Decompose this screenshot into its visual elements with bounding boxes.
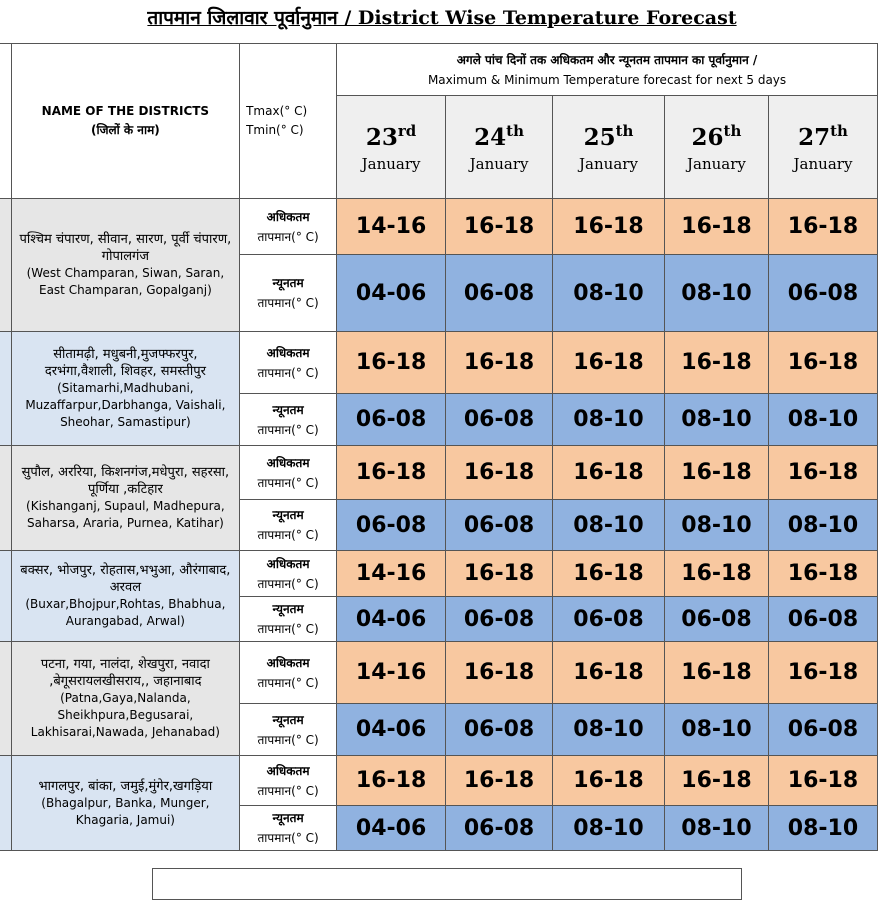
tmax-cell: 16-18 <box>768 446 877 500</box>
stub-cell <box>0 44 11 199</box>
tmin-cell: 06-08 <box>337 500 446 551</box>
min-label-line2: तापमान(° C) <box>257 422 319 437</box>
tmax-cell: 16-18 <box>664 332 768 394</box>
min-label <box>240 806 337 851</box>
min-label-line1: न्यूनतम <box>272 402 304 417</box>
tmin-cell: 06-08 <box>446 255 553 332</box>
district-cell-4 <box>11 551 239 642</box>
district-names-en: (Buxar,Bhojpur,Rohtas, Bhabhua, Aurangabad, Arwal) <box>25 597 226 628</box>
date-number: 26 <box>691 123 724 151</box>
max-label-line2: तापमान(° C) <box>257 783 319 798</box>
min-label <box>240 704 337 756</box>
tmax-cell: 14-16 <box>337 551 446 597</box>
max-label-line2: तापमान(° C) <box>257 576 319 591</box>
max-label-line2: तापमान(° C) <box>257 675 319 690</box>
tmin-cell: 06-08 <box>446 806 553 851</box>
min-label-line1: न्यूनतम <box>272 712 304 727</box>
tmin-cell: 06-08 <box>337 394 446 446</box>
date-month: January <box>469 154 529 173</box>
max-label-line1: अधिकतम <box>266 556 310 571</box>
tmax-cell: 16-18 <box>446 756 553 806</box>
date-header-1 <box>337 96 446 199</box>
max-label-line2: तापमान(° C) <box>257 229 319 244</box>
district-names-hi: पटना, गया, नालंदा, शेखपुरा, नवादा ,बेगूसरायलखीसराय,, जहानाबाद <box>40 657 210 689</box>
tmin-cell: 04-06 <box>337 597 446 642</box>
tmax-cell: 16-18 <box>664 199 768 255</box>
tmin-cell: 08-10 <box>664 704 768 756</box>
date-number: 24 <box>474 123 507 151</box>
min-label-line1: न्यूनतम <box>272 508 304 522</box>
date-day <box>337 122 445 151</box>
forecast-header-hi: अगले पांच दिनों तक अधिकतम और न्यूनतम तापमान का पूर्वानुमान / <box>456 52 758 67</box>
tmax-cell: 16-18 <box>664 642 768 704</box>
district-names-en: (Kishanganj, Supaul, Madhepura, Saharsa, Araria, Purnea, Katihar) <box>26 499 225 530</box>
page-title: तापमान जिलावार पूर्वानुमान / District Wise Temperature Forecast <box>147 7 737 29</box>
tmin-cell: 06-08 <box>768 597 877 642</box>
tmax-cell: 16-18 <box>446 446 553 500</box>
tmin-cell: 08-10 <box>768 806 877 851</box>
tmin-cell: 06-08 <box>553 597 665 642</box>
district-names-en: (Sitamarhi,Madhubani, Muzaffarpur,Darbhanga, Vaishali, Sheohar, Samastipur) <box>25 381 226 429</box>
tmin-cell: 04-06 <box>337 255 446 332</box>
tmax-cell: 16-18 <box>768 332 877 394</box>
tmax-cell: 16-18 <box>768 551 877 597</box>
district-names-en: (Bhagalpur, Banka, Munger, Khagaria, Jamui) <box>41 795 210 827</box>
min-label-line1: न्यूनतम <box>272 602 304 616</box>
min-label <box>240 394 337 446</box>
max-label <box>240 551 337 597</box>
min-label-line1: न्यूनतम <box>272 811 304 825</box>
min-label-line2: तापमान(° C) <box>257 622 319 636</box>
date-header-3 <box>553 96 665 199</box>
min-label-line2: तापमान(° C) <box>257 528 319 542</box>
tmax-cell: 16-18 <box>446 199 553 255</box>
max-label <box>240 199 337 255</box>
tmax-cell: 16-18 <box>553 756 665 806</box>
stub-cell <box>0 446 11 551</box>
date-day <box>446 122 552 151</box>
tmin-cell: 06-08 <box>664 597 768 642</box>
tmin-header: Tmin(° C) <box>246 123 304 137</box>
max-label <box>240 756 337 806</box>
tmax-cell: 16-18 <box>553 332 665 394</box>
temp-unit-header <box>240 44 337 199</box>
date-day <box>665 122 768 151</box>
tmax-cell: 16-18 <box>446 332 553 394</box>
date-day <box>769 122 877 151</box>
date-suffix: th <box>506 121 524 140</box>
date-month: January <box>687 154 746 173</box>
date-number: 27 <box>798 123 831 151</box>
district-header-hi: (जिलों के नाम) <box>91 123 160 137</box>
date-number: 23 <box>365 123 398 151</box>
tmin-cell: 08-10 <box>768 500 877 551</box>
tmax-cell: 16-18 <box>553 551 665 597</box>
tmin-cell: 06-08 <box>768 704 877 756</box>
tmax-cell: 16-18 <box>337 332 446 394</box>
district-names-hi: बक्सर, भोजपुर, रोहतास,भभुआ, औरंगाबाद, अरवल <box>20 563 231 595</box>
tmax-cell: 16-18 <box>337 446 446 500</box>
tmin-cell: 06-08 <box>446 394 553 446</box>
stub-cell <box>0 642 11 756</box>
date-suffix: rd <box>397 121 417 140</box>
date-suffix: th <box>830 121 848 140</box>
date-header-2 <box>446 96 553 199</box>
tmax-cell: 16-18 <box>553 446 665 500</box>
tmax-cell: 16-18 <box>664 551 768 597</box>
tmax-cell: 16-18 <box>553 199 665 255</box>
stub-cell <box>0 199 11 332</box>
date-header-4 <box>664 96 768 199</box>
tmin-cell: 08-10 <box>664 500 768 551</box>
forecast-header <box>337 44 878 96</box>
max-label <box>240 332 337 394</box>
max-label-line1: अधिकतम <box>266 209 310 224</box>
tmin-cell: 08-10 <box>553 704 665 756</box>
district-names-hi: सीतामढ़ी, मधुबनी,मुजफ्फरपुर, दरभंगा,वैशाली, शिवहर, समस्तीपुर <box>44 347 206 379</box>
tmin-cell: 08-10 <box>553 255 665 332</box>
tmin-cell: 04-06 <box>337 704 446 756</box>
district-cell-3 <box>11 446 239 551</box>
max-label-line1: अधिकतम <box>266 655 310 670</box>
tmin-cell: 06-08 <box>446 500 553 551</box>
forecast-table <box>0 43 878 851</box>
district-cell-2 <box>11 332 239 446</box>
district-cell-6 <box>11 756 239 851</box>
tmin-cell: 08-10 <box>664 394 768 446</box>
district-cell-1 <box>11 199 239 332</box>
min-label <box>240 500 337 551</box>
tmax-cell: 16-18 <box>768 642 877 704</box>
forecast-header-en: Maximum & Minimum Temperature forecast for next 5 days <box>427 72 787 87</box>
tmin-cell: 06-08 <box>446 597 553 642</box>
district-names-hi: भागलपुर, बांका, जमुई,मुंगेर,खगड़िया <box>38 778 213 794</box>
tmax-cell: 14-16 <box>337 199 446 255</box>
max-label <box>240 446 337 500</box>
tmax-cell: 16-18 <box>446 551 553 597</box>
max-label-line1: अधिकतम <box>266 763 310 778</box>
tmax-cell: 16-18 <box>664 756 768 806</box>
stub-cell <box>0 551 11 642</box>
tmin-cell: 08-10 <box>664 255 768 332</box>
tmin-cell: 08-10 <box>553 394 665 446</box>
tmax-cell: 16-18 <box>446 642 553 704</box>
tmax-cell: 16-18 <box>768 756 877 806</box>
district-names-en: (Patna,Gaya,Nalanda, Sheikhpura,Begusarai, Lakhisarai,Nawada, Jehanabad) <box>30 691 220 739</box>
tmax-cell: 16-18 <box>768 199 877 255</box>
footer-box <box>152 868 742 900</box>
tmin-cell: 08-10 <box>768 394 877 446</box>
min-label-line1: न्यूनतम <box>272 276 304 290</box>
max-label <box>240 642 337 704</box>
tmin-cell: 08-10 <box>553 500 665 551</box>
district-cell-5 <box>11 642 239 756</box>
date-suffix: th <box>723 121 742 140</box>
tmin-cell: 06-08 <box>446 704 553 756</box>
min-label <box>240 597 337 642</box>
date-month: January <box>361 154 421 173</box>
tmax-header: Tmax(° C) <box>246 104 308 118</box>
tmax-cell: 14-16 <box>337 642 446 704</box>
district-names-en: (West Champaran, Siwan, Saran, East Champaran, Gopalganj) <box>26 266 225 297</box>
tmin-cell: 08-10 <box>553 806 665 851</box>
date-month: January <box>579 154 638 173</box>
district-names-hi: सुपौल, अररिया, किशनगंज,मधेपुरा, सहरसा, पूर्णिया ,कटिहार <box>21 465 230 497</box>
min-label-line2: तापमान(° C) <box>257 732 319 747</box>
date-number: 25 <box>583 123 616 151</box>
district-header <box>11 44 239 199</box>
min-label-line2: तापमान(° C) <box>257 296 319 310</box>
tmin-cell: 06-08 <box>768 255 877 332</box>
district-names-hi: पश्चिम चंपारण, सीवान, सारण, पूर्वी चंपारण, गोपालगंज <box>19 232 232 264</box>
min-label-line2: तापमान(° C) <box>257 831 319 845</box>
tmax-cell: 16-18 <box>337 756 446 806</box>
stub-cell <box>0 756 11 851</box>
tmin-cell: 08-10 <box>664 806 768 851</box>
tmax-cell: 16-18 <box>664 446 768 500</box>
max-label-line1: अधिकतम <box>266 345 310 360</box>
max-label-line2: तापमान(° C) <box>257 475 319 490</box>
date-day <box>553 122 664 151</box>
stub-cell <box>0 332 11 446</box>
date-suffix: th <box>615 121 634 140</box>
max-label-line2: तापमान(° C) <box>257 365 319 380</box>
max-label-line1: अधिकतम <box>266 455 310 470</box>
date-month: January <box>793 154 853 173</box>
date-header-5 <box>768 96 877 199</box>
tmax-cell: 16-18 <box>553 642 665 704</box>
district-header-en: NAME OF THE DISTRICTS <box>41 104 210 118</box>
forecast-body <box>0 199 878 851</box>
min-label <box>240 255 337 332</box>
tmin-cell: 04-06 <box>337 806 446 851</box>
